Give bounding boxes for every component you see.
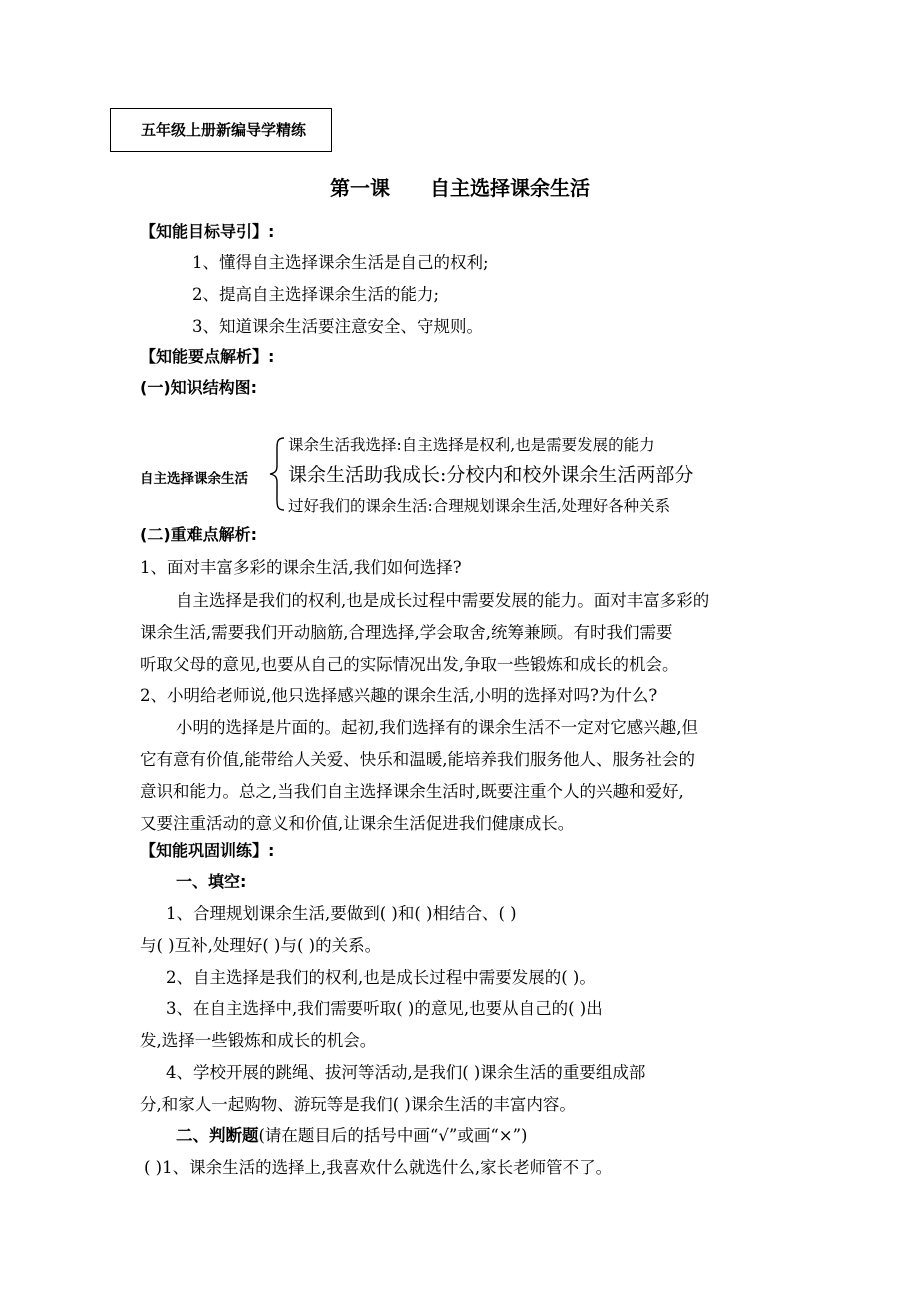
fill-blank-line: 3、在自主选择中,我们需要听取( )的意见,也要从自己的( )出 — [166, 999, 603, 1018]
answer-line: 课余生活,需要我们开动脑筋,合理选择,学会取舍,统筹兼顾。有时我们需要 — [140, 623, 673, 642]
brace-icon — [266, 436, 288, 512]
diagram-branch: 课余生活我选择:自主选择是权利,也是需要发展的能力 — [288, 436, 655, 454]
diagram-branch: 课余生活助我成长:分校内和校外课余生活两部分 — [288, 464, 694, 486]
fill-blank-line: 发,选择一些锻炼和成长的机会。 — [140, 1031, 377, 1050]
lesson-name: 自主选择课余生活 — [430, 176, 590, 200]
header-box-title: 五年级上册新编导学精练 — [141, 121, 307, 139]
question: 1、面对丰富多彩的课余生活,我们如何选择? — [140, 558, 462, 577]
question: 2、小明给老师说,他只选择感兴趣的课余生活,小明的选择对吗?为什么? — [140, 686, 658, 705]
section-analysis-title: 【知能要点解析】: — [140, 347, 275, 366]
key-points-title: (二)重难点解析: — [140, 525, 258, 544]
answer-line: 它有意有价值,能带给人关爱、快乐和温暖,能培养我们服务他人、服务社会的 — [140, 750, 695, 769]
lesson-title — [0, 172, 920, 201]
answer-line: 小明的选择是片面的。起初,我们选择有的课余生活不一定对它感兴趣,但 — [176, 718, 698, 737]
fill-blank-line: 4、学校开展的跳绳、拔河等活动,是我们( )课余生活的重要组成部 — [166, 1063, 646, 1082]
section-objectives-title: 【知能目标导引】: — [140, 222, 275, 241]
fill-blank-heading: 一、填空: — [176, 872, 247, 891]
answer-line: 听取父母的意见,也要从自己的实际情况出发,争取一些锻炼和成长的机会。 — [140, 655, 679, 674]
judge-instruction: (请在题目后的括号中画“√”或画“×”) — [258, 1126, 528, 1145]
lesson-number: 第一课 — [330, 176, 390, 200]
objective-item: 1、懂得自主选择课余生活是自己的权利; — [192, 253, 489, 272]
objective-item: 2、提高自主选择课余生活的能力; — [192, 285, 440, 304]
fill-blank-line: 与( )互补,处理好( )与( )的关系。 — [140, 936, 382, 955]
judge-item: ( )1、课余生活的选择上,我喜欢什么就选什么,家长老师管不了。 — [144, 1158, 613, 1177]
diagram-root: 自主选择课余生活 — [140, 471, 248, 487]
objective-item: 3、知道课余生活要注意安全、守规则。 — [192, 317, 483, 336]
fill-blank-line: 2、自主选择是我们的权利,也是成长过程中需要发展的( )。 — [166, 968, 596, 987]
judge-heading: 二、判断题 — [176, 1126, 259, 1145]
judge-heading-row — [176, 1122, 527, 1146]
answer-line: 自主选择是我们的权利,也是成长过程中需要发展的能力。面对丰富多彩的 — [176, 591, 710, 610]
header-box — [110, 108, 332, 152]
diagram-branch: 过好我们的课余生活:合理规划课余生活,处理好各种关系 — [288, 497, 671, 515]
structure-diagram-title: (一)知识结构图: — [140, 378, 258, 397]
answer-line: 意识和能力。总之,当我们自主选择课余生活时,既要注重个人的兴趣和爱好, — [140, 782, 684, 801]
section-practice-title: 【知能巩固训练】: — [140, 841, 275, 860]
fill-blank-line: 分,和家人一起购物、游玩等是我们( )课余生活的丰富内容。 — [140, 1095, 576, 1114]
answer-line: 又要注重活动的意义和价值,让课余生活促进我们健康成长。 — [140, 814, 575, 833]
fill-blank-line: 1、合理规划课余生活,要做到( )和( )相结合、( ) — [166, 904, 517, 923]
